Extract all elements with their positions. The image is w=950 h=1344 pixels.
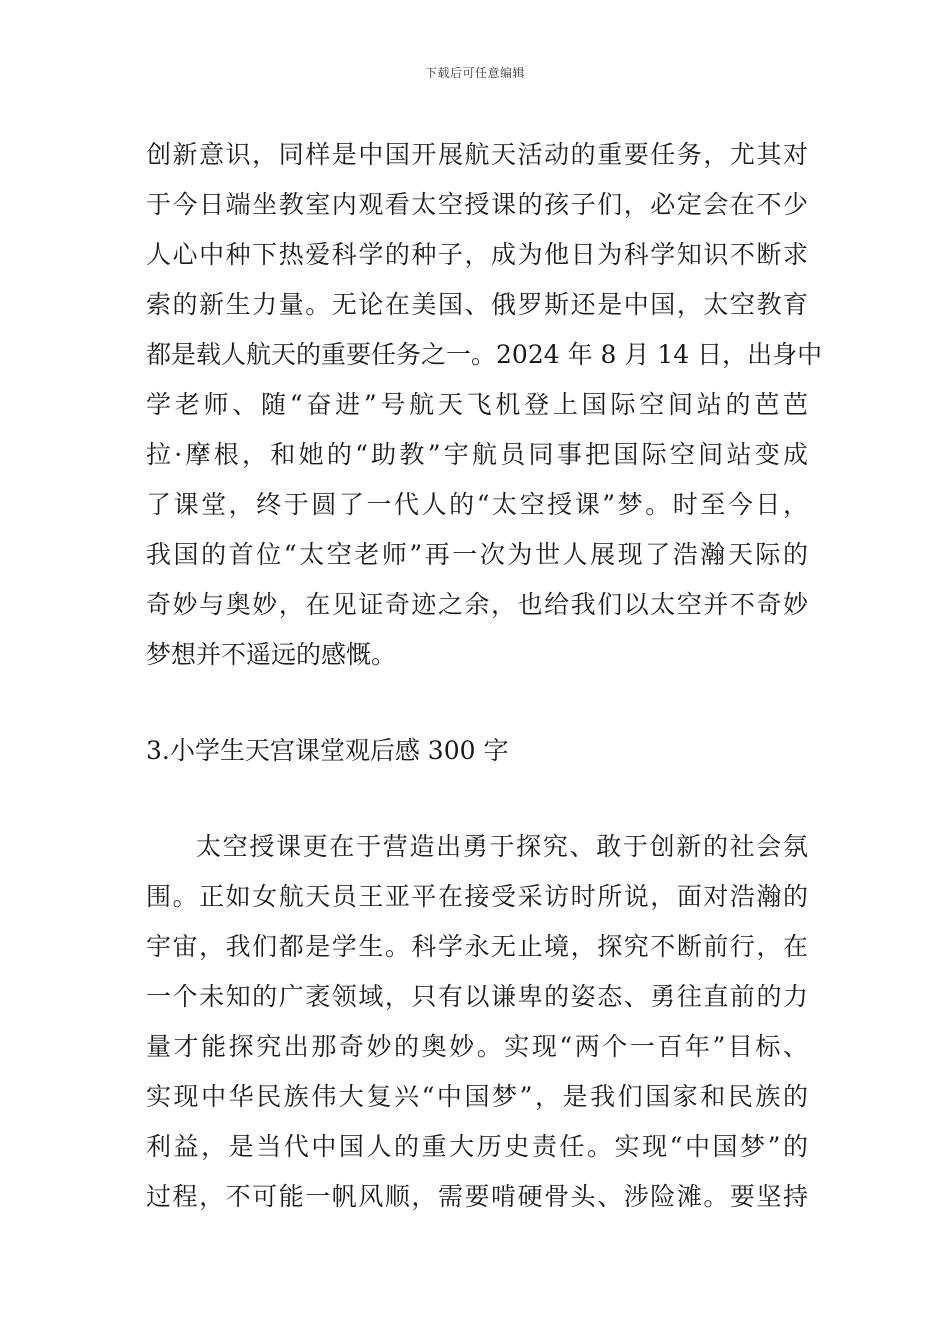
paragraph-line: 人心中种下热爱科学的种子，成为他日为科学知识不断求 — [146, 240, 808, 269]
paragraph-line: 索的新生力量。无论在美国、俄罗斯还是中国，太空教育 — [146, 290, 808, 319]
paragraph-line: 一个未知的广袤领域，只有以谦卑的姿态、勇往直前的力 — [146, 982, 808, 1011]
paragraph-line: 学老师、随“奋进”号航天飞机登上国际空间站的芭芭 — [146, 390, 808, 419]
paragraph-line: 过程，不可能一帆风顺，需要啃硬骨头、涉险滩。要坚持 — [146, 1182, 808, 1211]
paragraph-line: 了课堂，终于圆了一代人的“太空授课”梦。时至今日， — [146, 490, 808, 519]
paragraph-line: 实现中华民族伟大复兴“中国梦”，是我们国家和民族的 — [146, 1082, 808, 1111]
section-heading: 3.小学生天宫课堂观后感 300 字 — [146, 736, 509, 765]
paragraph-line: 奇妙与奥妙，在见证奇迹之余，也给我们以太空并不奇妙 — [146, 590, 808, 619]
paragraph-line: 都是载人航天的重要任务之一。2024 年 8 月 14 日，出身中 — [146, 340, 823, 369]
paragraph-line: 利益，是当代中国人的重大历史责任。实现“中国梦”的 — [146, 1132, 808, 1161]
paragraph-line: 于今日端坐教室内观看太空授课的孩子们，必定会在不少 — [146, 190, 808, 219]
paragraph-line: 我国的首位“太空老师”再一次为世人展现了浩瀚天际的 — [146, 540, 808, 569]
paragraph-line: 梦想并不遥远的感慨。 — [146, 640, 397, 669]
paragraph-line: 创新意识，同样是中国开展航天活动的重要任务，尤其对 — [146, 140, 808, 169]
paragraph-line: 拉·摩根，和她的“助教”宇航员同事把国际空间站变成 — [146, 440, 808, 469]
paragraph-1 — [146, 130, 823, 680]
paragraph-line: 太空授课更在于营造出勇于探究、敢于创新的社会氛 — [196, 832, 808, 861]
paragraph-2 — [146, 822, 808, 1222]
paragraph-line: 围。正如女航天员王亚平在接受采访时所说，面对浩瀚的 — [146, 882, 808, 911]
paragraph-line: 量才能探究出那奇妙的奥妙。实现“两个一百年”目标、 — [146, 1032, 808, 1061]
paragraph-line: 宇宙，我们都是学生。科学永无止境，探究不断前行，在 — [146, 932, 808, 961]
page-header: 下载后可任意编辑 — [424, 66, 525, 80]
